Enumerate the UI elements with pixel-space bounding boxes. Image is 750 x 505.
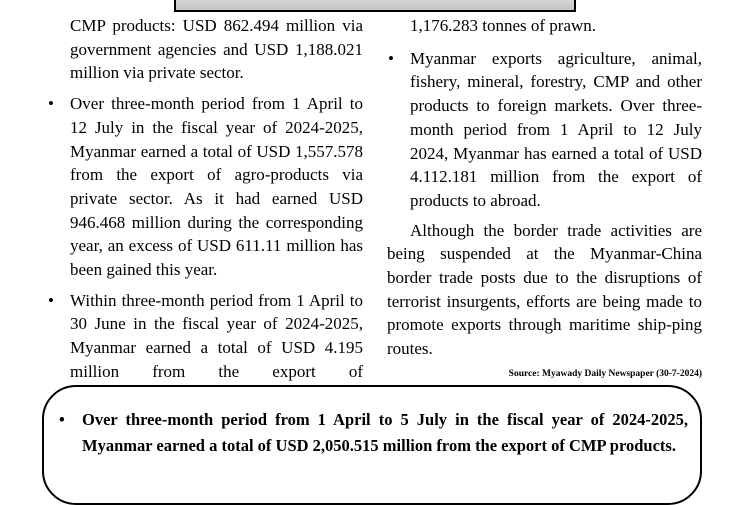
left-bullet-1: • Over three-month period from 1 April to 12 July in the fiscal year of 2024-2025, Myanmar earned a total of USD 1,557.578 from the export of agro-products via private sector. As it had earned USD 946.468 million during the corresponding year, an excess of USD 611.11 million has been gained this year.: [70, 92, 363, 282]
top-photo: [174, 0, 576, 12]
left-bullet-list: [70, 92, 363, 383]
source-credit: Source: Myawady Daily Newspaper (30-7-2024): [508, 368, 702, 379]
right-bullet-1: • Myanmar exports agriculture, animal, fishery, mineral, forestry, CMP and other products to foreign markets. Over three-month period from 1 April to 12 July 2024, Myanmar has earned a total of USD 4.112.181 million from the export of products to abroad.: [410, 47, 702, 213]
left-intro-text: CMP products: USD 862.494 million via government agencies and USD 1,188.021 million via private sector.: [70, 16, 363, 83]
highlight-box-text: • Over three-month period from 1 April to 5 July in the fiscal year of 2024-2025, Myanmar earned a total of USD 2,050.515 million from the export of CMP products.: [82, 407, 688, 459]
right-column: [387, 14, 702, 381]
right-top-text: 1,176.283 tonnes of prawn.: [410, 16, 597, 35]
right-paragraph: Although the border trade activities are being suspended at the Myanmar-China border trade posts due to the disruptions of terrorist insurgents, efforts are being made to promote exports through maritime ship-ping routes.: [387, 220, 702, 359]
right-bullet-list: [387, 47, 702, 213]
left-bullet-2: • Within three-month period from 1 April to 30 June in the fiscal year of 2024-2025, Myanmar earned a total of USD 4.195 million from the export of: [70, 289, 363, 384]
left-column: [70, 14, 363, 384]
